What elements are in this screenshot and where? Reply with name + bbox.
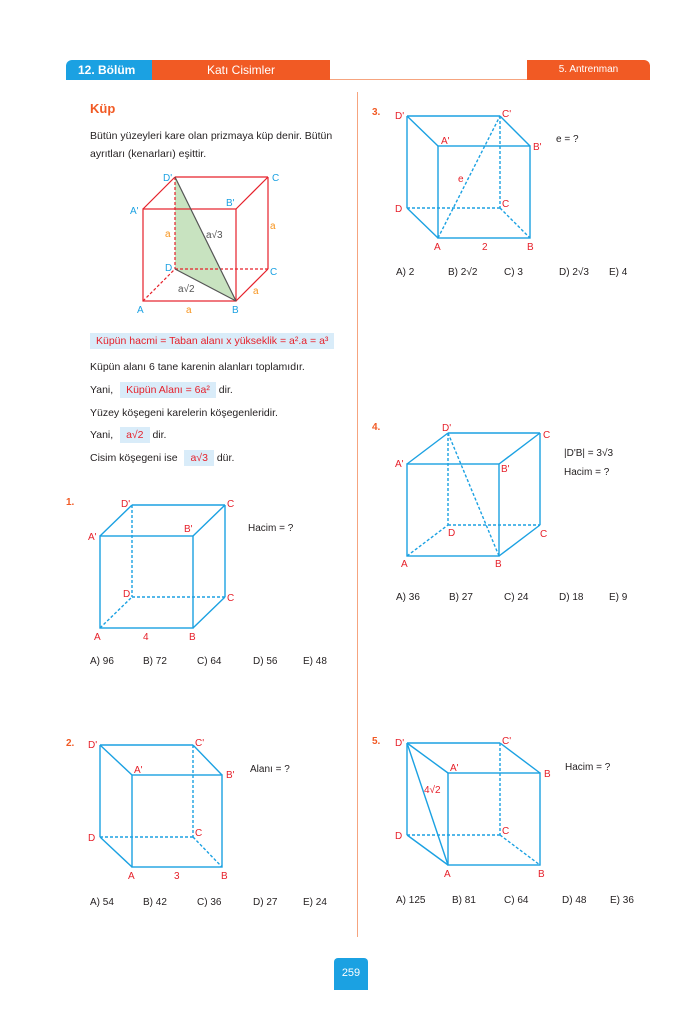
choice[interactable]: E) 9 [609,592,628,603]
fig-label: C [270,267,278,278]
choice[interactable]: D) 18 [559,592,584,603]
question-ask: Alanı = ? [250,764,290,775]
area-formula: Küpün Alanı = 6a² [120,382,216,398]
svg-text:B': B' [184,524,193,535]
svg-text:a: a [270,221,276,232]
fig-label: C [272,173,280,184]
svg-text:A: A [444,869,451,880]
choice[interactable]: B) 72 [143,656,167,667]
svg-text:B: B [544,769,551,780]
fig-label: D [165,263,173,274]
choice[interactable]: C) 36 [197,897,222,908]
svg-text:C: C [543,430,551,441]
svg-text:B: B [189,632,196,643]
svg-text:a: a [165,229,171,240]
choice[interactable]: D) 2√3 [559,267,589,278]
svg-text:A: A [128,871,135,882]
choice[interactable]: E) 36 [610,895,634,906]
question-number: 2. [66,738,75,749]
svg-text:D': D' [121,499,131,510]
question-given: |D'B| = 3√3 [564,448,614,459]
choice[interactable]: E) 4 [609,267,628,278]
choice[interactable]: B) 27 [449,592,473,603]
svg-text:A: A [434,242,441,253]
question-number: 5. [372,736,381,747]
choice[interactable]: D) 56 [253,656,278,667]
question-number: 3. [372,107,381,118]
choice[interactable]: C) 24 [504,592,529,603]
body-diagonal: a√3 [184,450,213,466]
svg-text:D: D [395,204,403,215]
svg-text:a√2: a√2 [178,284,195,295]
choice[interactable]: A) 125 [396,895,426,906]
choice[interactable]: A) 96 [90,656,114,667]
svg-text:D: D [88,833,96,844]
choice[interactable]: C) 64 [197,656,222,667]
svg-text:3: 3 [174,871,180,882]
svg-text:a: a [186,305,192,316]
diag-note: Yüzey köşegeni karelerin köşegenleridir. [90,407,278,419]
theory-intro: Bütün yüzeyleri kare olan prizmaya küp denir. Bütün ayrıtları (kenarları) eşittir. [90,130,333,160]
svg-text:B': B' [501,464,510,475]
choice[interactable]: B) 81 [452,895,476,906]
fig-label: B [232,305,239,316]
choice[interactable]: B) 42 [143,897,167,908]
svg-text:A': A' [441,136,450,147]
question-ask: Hacim = ? [564,467,610,478]
svg-text:C: C [227,499,235,510]
svg-text:B: B [538,869,545,880]
svg-text:4: 4 [143,632,149,643]
svg-text:C': C' [502,109,512,120]
svg-text:B: B [527,242,534,253]
svg-text:A: A [94,632,101,643]
choice[interactable]: A) 54 [90,897,114,908]
question-number: 4. [372,422,381,433]
svg-text:A': A' [134,765,143,776]
topic-tab: Katı Cisimler [152,60,330,80]
svg-text:D: D [123,589,131,600]
svg-text:B: B [221,871,228,882]
svg-text:A': A' [88,532,97,543]
svg-text:e: e [458,174,464,185]
fig-label: B' [226,198,235,209]
svg-text:C: C [502,826,510,837]
choice[interactable]: E) 48 [303,656,327,667]
choice[interactable]: C) 3 [504,267,523,278]
fig-label: A [137,305,144,316]
volume-formula: Küpün hacmi = Taban alanı x yükseklik = a².a = a³ [90,333,334,349]
svg-text:A': A' [450,763,459,774]
choice[interactable]: E) 24 [303,897,327,908]
svg-text:D': D' [395,111,405,122]
svg-text:4√2: 4√2 [424,785,441,796]
chapter-tab: 12. Bölüm [66,60,152,80]
svg-text:C: C [195,828,203,839]
svg-text:B: B [495,559,502,570]
choice[interactable]: D) 27 [253,897,278,908]
svg-text:A': A' [395,459,404,470]
fig-label: D' [163,173,173,184]
theory-title: Küp [90,101,116,116]
svg-text:2: 2 [482,242,488,253]
question-ask: Hacim = ? [248,523,294,534]
section-tab: 5. Antrenman [527,60,650,80]
svg-text:D': D' [395,738,405,749]
face-diagonal: a√2 [120,427,149,443]
choice[interactable]: A) 36 [396,592,420,603]
svg-text:C': C' [502,736,512,747]
svg-text:D': D' [442,423,452,434]
fig-label: A' [130,206,139,217]
question-number: 1. [66,497,75,508]
choice[interactable]: B) 2√2 [448,267,478,278]
choice[interactable]: C) 64 [504,895,529,906]
svg-text:C': C' [195,738,205,749]
svg-text:D: D [395,831,403,842]
svg-text:C: C [502,199,510,210]
svg-text:B': B' [533,142,542,153]
choice[interactable]: D) 48 [562,895,587,906]
svg-text:D: D [448,528,456,539]
question-ask: e = ? [556,134,579,145]
svg-text:a: a [253,286,259,297]
svg-text:C: C [540,529,548,540]
page-number: 259 [334,958,368,990]
area-note: Küpün alanı 6 tane karenin alanları toplamıdır. [90,361,305,373]
svg-text:C: C [227,593,235,604]
svg-text:D': D' [88,740,98,751]
svg-text:B': B' [226,770,235,781]
choice[interactable]: A) 2 [396,267,415,278]
svg-text:a√3: a√3 [206,230,223,241]
svg-text:A: A [401,559,408,570]
question-ask: Hacim = ? [565,762,611,773]
